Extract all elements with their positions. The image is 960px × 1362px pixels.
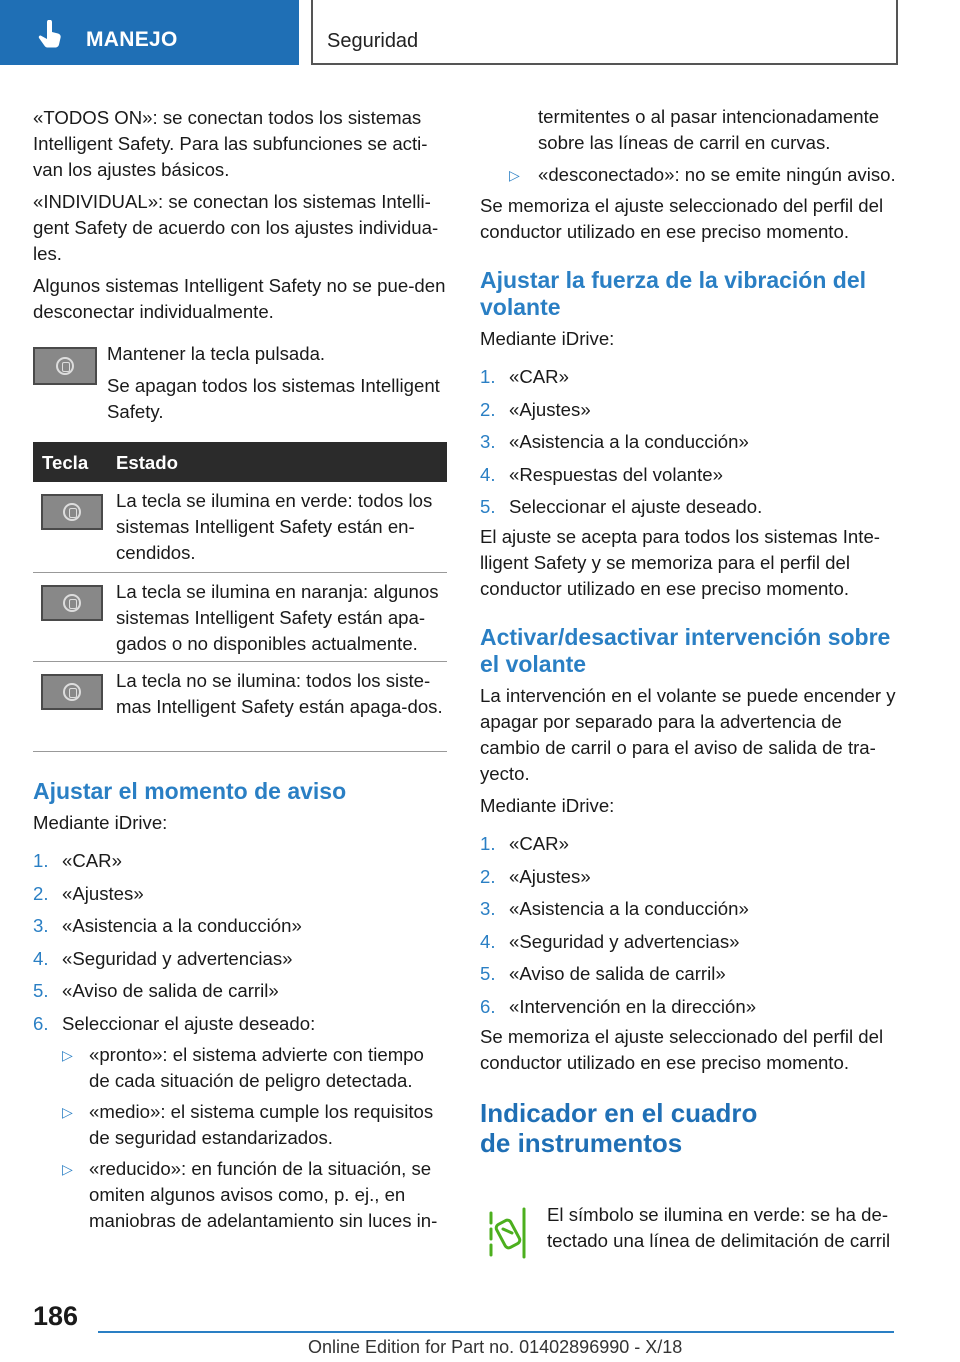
list-item: 4. «Respuestas del volante» <box>480 463 723 485</box>
section-tab[interactable] <box>0 0 299 65</box>
list-item: 2. «Ajustes» <box>480 865 591 887</box>
intro-text: Mediante iDrive: <box>33 812 168 833</box>
topic-title: Seguridad <box>327 30 419 52</box>
intro-text: Mediante iDrive: <box>480 795 615 816</box>
table-row <box>33 662 447 752</box>
table-header <box>33 442 447 482</box>
list-item: 3. «Asistencia a la conducción» <box>480 898 749 919</box>
indicator-text-block <box>547 1202 897 1254</box>
steps-list <box>480 364 896 520</box>
table-col-state: Estado <box>116 452 178 473</box>
topic-header <box>311 0 898 65</box>
list-item: 2. «Ajustes» <box>33 882 144 904</box>
paragraph: El ajuste se acepta para todos los sistemas Inte-lligent Safety y se memoriza para el perfil del conductor utilizado en ese preciso momento. <box>480 526 880 599</box>
hand-pointer-icon <box>38 20 64 48</box>
section-heading <box>480 1098 896 1158</box>
intelligent-safety-key <box>33 347 97 385</box>
section-heading: Ajustar la fuerza de la vibración del volante <box>480 267 867 320</box>
key-instruction <box>107 341 451 425</box>
options-list <box>480 162 896 188</box>
page-number: 186 <box>33 1301 79 1331</box>
table-row <box>33 482 447 573</box>
list-item: 5. Seleccionar el ajuste deseado. <box>480 496 763 517</box>
table-cell: La tecla se ilumina en naranja: algunos sistemas Intelligent Safety están apa-gados o no disponibles actualmente. <box>116 581 439 654</box>
safety-key-green-icon <box>41 494 103 530</box>
status-table <box>33 442 447 752</box>
heading-line: de instrumentos <box>480 1127 683 1158</box>
option-continuation: termitentes o al pasar intencionadamente sobre las líneas de carril en curvas. <box>538 106 880 153</box>
section-heading: Ajustar el momento de aviso <box>33 778 347 804</box>
list-item: 1. «CAR» <box>480 833 569 854</box>
table-col-key: Tecla <box>42 452 89 473</box>
triangle-bullet-icon: ▷ <box>62 1103 73 1120</box>
options-list <box>33 1042 449 1234</box>
paragraph: El símbolo se ilumina en verde: se ha de-tectado una línea de delimitación de carril <box>547 1204 891 1251</box>
list-item: ▷ «medio»: el sistema cumple los requisitos de seguridad estandarizados. <box>62 1100 434 1148</box>
list-item: 4. «Seguridad y advertencias» <box>33 947 293 969</box>
table-cell: La tecla no se ilumina: todos los siste-mas Intelligent Safety están apaga-dos. <box>116 670 443 717</box>
list-item: 5. «Aviso de salida de carril» <box>33 980 279 1001</box>
heading-line: Indicador en el cuadro <box>480 1097 758 1128</box>
key-text: Mantener la tecla pulsada. <box>107 343 326 364</box>
paragraph: «INDIVIDUAL»: se conectan los sistemas Intelli-gent Safety de acuerdo con los ajustes individua-les. <box>33 191 439 264</box>
triangle-bullet-icon: ▷ <box>62 1160 73 1177</box>
list-item: 4. «Seguridad y advertencias» <box>480 930 740 952</box>
triangle-bullet-icon: ▷ <box>62 1046 73 1063</box>
paragraph: «TODOS ON»: se conectan todos los sistemas Intelligent Safety. Para las subfunciones se acti-van los ajustes básicos. <box>33 107 428 180</box>
list-item: 6. «Intervención en la dirección» <box>480 995 757 1017</box>
list-item: ▷ «reducido»: en función de la situación, se omiten algunos avisos como, p. ej., en maniobras de adelantamiento sin luces in- <box>62 1157 438 1231</box>
lane-indicator-icon <box>487 1205 529 1261</box>
paragraph: Se memoriza el ajuste seleccionado del perfil del conductor utilizado en ese preciso momento. <box>480 195 884 242</box>
intro-text: Mediante iDrive: <box>480 328 615 349</box>
paragraph: Algunos sistemas Intelligent Safety no se pue-den desconectar individualmente. <box>33 275 446 322</box>
key-text: Se apagan todos los sistemas Intelligent Safety. <box>107 375 440 422</box>
paragraph: Se memoriza el ajuste seleccionado del perfil del conductor utilizado en ese preciso momento. <box>480 1025 884 1073</box>
edition-text: Online Edition for Part no. 01402896990 - X/18 <box>308 1337 683 1357</box>
safety-key-orange-icon <box>41 585 103 621</box>
list-item: 3. «Asistencia a la conducción» <box>33 915 302 936</box>
triangle-bullet-icon: ▷ <box>509 167 520 183</box>
table-row <box>33 573 447 662</box>
safety-key-off-icon <box>41 674 103 710</box>
section-title: MANEJO <box>86 28 178 51</box>
paragraph: La intervención en el volante se puede encender y apagar por separado para la advertencia de cambio de carril o para el aviso de salida de tra-yecto. <box>480 685 896 784</box>
list-item: ▷ «pronto»: el sistema advierte con tiempo de cada situación de peligro detectada. <box>62 1043 424 1091</box>
steps-list <box>33 848 449 1037</box>
list-item: ▷ «desconectado»: no se emite ningún aviso. <box>480 162 896 188</box>
section-heading: Activar/desactivar intervención sobre el volante <box>480 624 891 677</box>
list-item: 5. «Aviso de salida de carril» <box>480 963 726 984</box>
list-item: 1. «CAR» <box>480 366 569 387</box>
list-item: 3. «Asistencia a la conducción» <box>480 431 749 452</box>
list-item: 6. Seleccionar el ajuste deseado: <box>33 1012 316 1034</box>
left-intro <box>33 105 449 325</box>
list-item: 1. «CAR» <box>33 850 122 871</box>
list-item: 2. «Ajustes» <box>480 398 591 420</box>
safety-button-icon <box>56 357 74 375</box>
table-cell: La tecla se ilumina en verde: todos los sistemas Intelligent Safety están en-cendidos. <box>116 490 433 563</box>
right-column <box>480 104 896 1158</box>
section-warning-time <box>33 778 449 1239</box>
steps-list <box>480 831 896 1020</box>
footer-divider <box>98 1331 894 1333</box>
